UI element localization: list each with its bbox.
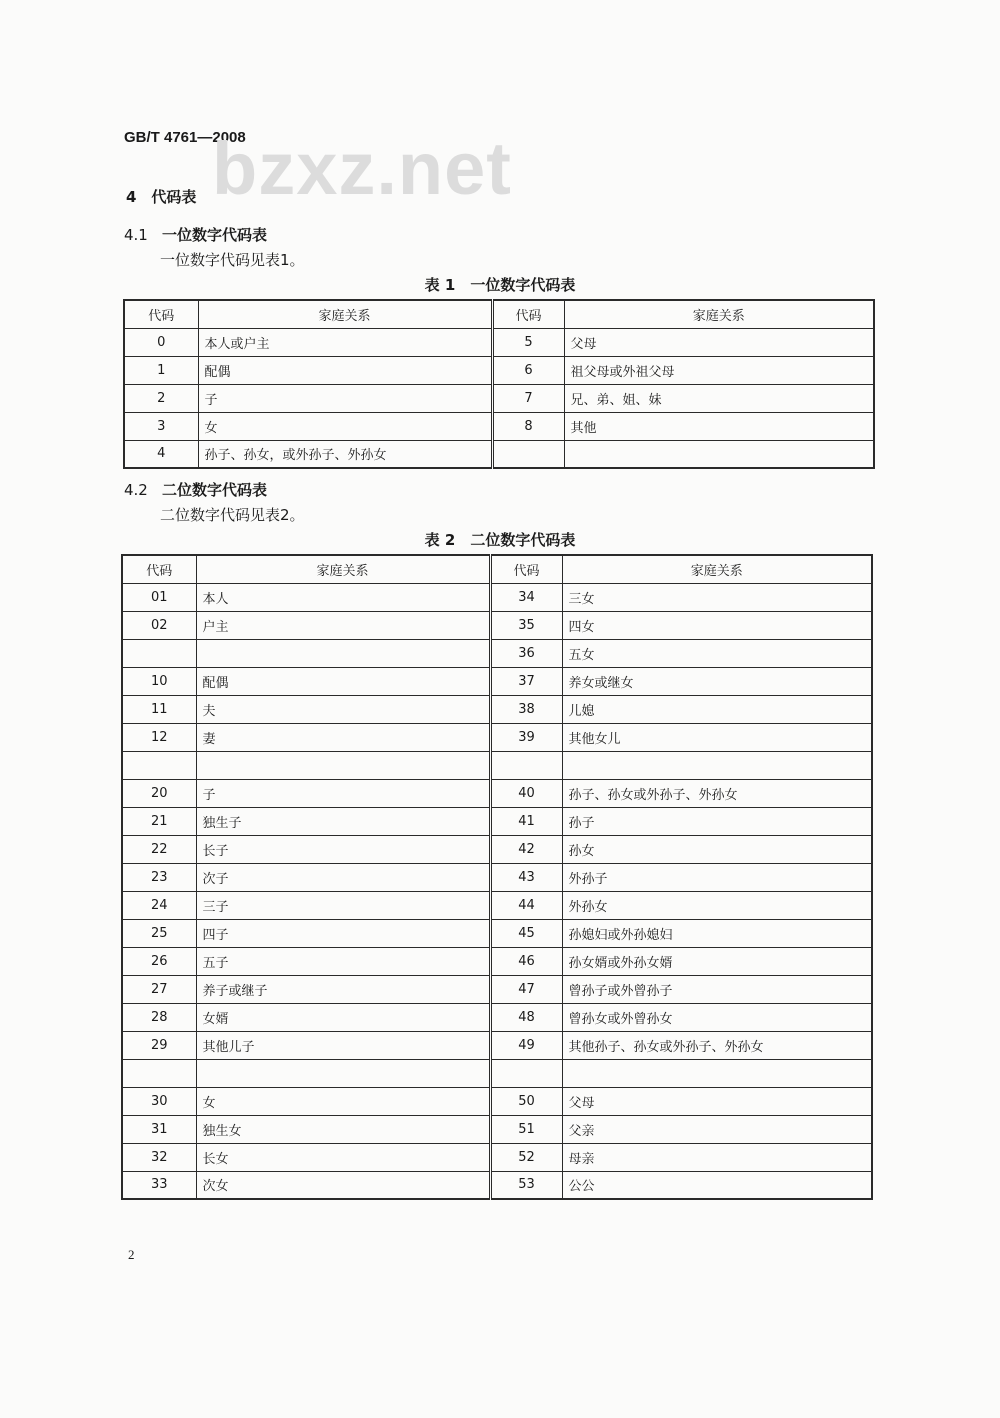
table-row: [122, 919, 872, 947]
relation-cell: 孙女婿或外孙女婿: [562, 947, 872, 975]
code-cell: 21: [122, 807, 196, 835]
table-header-row: [122, 555, 872, 583]
code-cell: 22: [122, 835, 196, 863]
relation-cell: 其他女儿: [562, 723, 872, 751]
code-cell: 51: [490, 1115, 562, 1143]
table-row: [122, 611, 872, 639]
relation-cell: 妻: [196, 723, 490, 751]
code-cell: 27: [122, 975, 196, 1003]
code-cell: 43: [490, 863, 562, 891]
code-cell: 48: [490, 1003, 562, 1031]
relation-cell: 养女或继女: [562, 667, 872, 695]
header-code: 代码: [490, 555, 562, 583]
relation-cell: 父亲: [562, 1115, 872, 1143]
code-cell: 37: [490, 667, 562, 695]
code-cell: 39: [490, 723, 562, 751]
relation-cell: 配偶: [196, 667, 490, 695]
section-4-1-paragraph: 一位数字代码见表1。: [160, 251, 305, 269]
relation-cell: 父母: [562, 1087, 872, 1115]
relation-cell: 长子: [196, 835, 490, 863]
code-cell: 38: [490, 695, 562, 723]
code-cell: 46: [490, 947, 562, 975]
code-cell: 24: [122, 891, 196, 919]
code-cell: 47: [490, 975, 562, 1003]
code-cell: 02: [122, 611, 196, 639]
table-row: [122, 835, 872, 863]
relation-cell: 女婿: [196, 1003, 490, 1031]
table-1-caption: 表 1 一位数字代码表: [424, 276, 576, 294]
relation-cell: 夫: [196, 695, 490, 723]
table-2: [121, 554, 873, 1200]
relation-cell: 配偶: [198, 356, 492, 384]
code-cell: 8: [492, 412, 564, 440]
code-cell: 0: [124, 328, 198, 356]
relation-cell: 四女: [562, 611, 872, 639]
relation-cell: 子: [196, 779, 490, 807]
code-cell: 20: [122, 779, 196, 807]
relation-cell: 本人: [196, 583, 490, 611]
section-4-heading: 4 代码表: [126, 188, 197, 206]
code-cell: 33: [122, 1171, 196, 1199]
relation-cell: 孙媳妇或外孙媳妇: [562, 919, 872, 947]
code-cell: [122, 1059, 196, 1087]
table-row: [122, 1171, 872, 1199]
code-cell: 35: [490, 611, 562, 639]
code-cell: 25: [122, 919, 196, 947]
relation-cell: 儿媳: [562, 695, 872, 723]
standard-code: GB/T 4761—2008: [124, 129, 246, 146]
table-row: [122, 807, 872, 835]
relation-cell: 长女: [196, 1143, 490, 1171]
relation-cell: 孙子、孙女，或外孙子、外孙女: [198, 440, 492, 468]
table-row: [124, 412, 874, 440]
relation-cell: 母亲: [562, 1143, 872, 1171]
code-cell: 45: [490, 919, 562, 947]
section-4-2-number: 4.2: [124, 481, 148, 499]
code-cell: [122, 639, 196, 667]
code-cell: 01: [122, 583, 196, 611]
table-row: [122, 1115, 872, 1143]
relation-cell: 三女: [562, 583, 872, 611]
table-row: [122, 751, 872, 779]
code-cell: [490, 1059, 562, 1087]
table-row: [122, 891, 872, 919]
code-cell: 50: [490, 1087, 562, 1115]
relation-cell: [562, 1059, 872, 1087]
section-4-2-paragraph: 二位数字代码见表2。: [160, 506, 305, 524]
relation-cell: 养子或继子: [196, 975, 490, 1003]
code-cell: 29: [122, 1031, 196, 1059]
relation-cell: [562, 751, 872, 779]
relation-cell: 孙子、孙女或外孙子、外孙女: [562, 779, 872, 807]
code-cell: 1: [124, 356, 198, 384]
code-cell: 44: [490, 891, 562, 919]
relation-cell: 女: [196, 1087, 490, 1115]
code-cell: 40: [490, 779, 562, 807]
code-cell: 32: [122, 1143, 196, 1171]
relation-cell: [196, 751, 490, 779]
relation-cell: [564, 440, 874, 468]
table-1: [123, 299, 875, 469]
section-4-1-title: 一位数字代码表: [162, 226, 268, 244]
relation-cell: 父母: [564, 328, 874, 356]
relation-cell: 公公: [562, 1171, 872, 1199]
code-cell: 26: [122, 947, 196, 975]
relation-cell: 独生子: [196, 807, 490, 835]
relation-cell: 其他孙子、孙女或外孙子、外孙女: [562, 1031, 872, 1059]
relation-cell: 孙女: [562, 835, 872, 863]
table-row: [122, 1059, 872, 1087]
code-cell: 31: [122, 1115, 196, 1143]
table-row: [124, 356, 874, 384]
relation-cell: 兄、弟、姐、妹: [564, 384, 874, 412]
table-row: [122, 695, 872, 723]
header-code: 代码: [124, 300, 198, 328]
relation-cell: 其他: [564, 412, 874, 440]
table-header-row: [124, 300, 874, 328]
code-cell: 34: [490, 583, 562, 611]
table-row: [122, 639, 872, 667]
page-number: 2: [128, 1247, 135, 1262]
table-row: [122, 947, 872, 975]
relation-cell: 五女: [562, 639, 872, 667]
table-row: [122, 863, 872, 891]
code-cell: 4: [124, 440, 198, 468]
code-cell: 42: [490, 835, 562, 863]
header-relation: 家庭关系: [564, 300, 874, 328]
code-cell: [490, 751, 562, 779]
code-cell: 36: [490, 639, 562, 667]
header-code: 代码: [122, 555, 196, 583]
header-relation: 家庭关系: [196, 555, 490, 583]
relation-cell: 曾孙子或外曾孙子: [562, 975, 872, 1003]
relation-cell: [196, 1059, 490, 1087]
section-4-2-heading: [124, 479, 267, 500]
table-row: [122, 667, 872, 695]
table-2-caption: 表 2 二位数字代码表: [424, 531, 576, 549]
relation-cell: 独生女: [196, 1115, 490, 1143]
section-4-1-heading: [124, 224, 267, 245]
table-row: [122, 1143, 872, 1171]
code-cell: 3: [124, 412, 198, 440]
relation-cell: [196, 639, 490, 667]
relation-cell: 户主: [196, 611, 490, 639]
code-cell: [122, 751, 196, 779]
table-row: [124, 384, 874, 412]
code-cell: 11: [122, 695, 196, 723]
header-code: 代码: [492, 300, 564, 328]
relation-cell: 孙子: [562, 807, 872, 835]
code-cell: 10: [122, 667, 196, 695]
code-cell: [492, 440, 564, 468]
code-cell: 12: [122, 723, 196, 751]
relation-cell: 曾孙女或外曾孙女: [562, 1003, 872, 1031]
code-cell: 41: [490, 807, 562, 835]
code-cell: 7: [492, 384, 564, 412]
relation-cell: 子: [198, 384, 492, 412]
relation-cell: 四子: [196, 919, 490, 947]
section-4-2-title: 二位数字代码表: [162, 481, 268, 499]
code-cell: 30: [122, 1087, 196, 1115]
table-row: [124, 328, 874, 356]
code-cell: 23: [122, 863, 196, 891]
watermark-logo: bzxz.net: [212, 127, 512, 210]
table-row: [122, 723, 872, 751]
relation-cell: 五子: [196, 947, 490, 975]
table-row: [122, 583, 872, 611]
code-cell: 5: [492, 328, 564, 356]
relation-cell: 外孙女: [562, 891, 872, 919]
code-cell: 53: [490, 1171, 562, 1199]
relation-cell: 次女: [196, 1171, 490, 1199]
section-4-1-number: 4.1: [124, 226, 148, 244]
table-row: [122, 779, 872, 807]
relation-cell: 其他儿子: [196, 1031, 490, 1059]
table-row: [122, 1003, 872, 1031]
table-row: [124, 440, 874, 468]
relation-cell: 女: [198, 412, 492, 440]
code-cell: 28: [122, 1003, 196, 1031]
relation-cell: 本人或户主: [198, 328, 492, 356]
table-row: [122, 1031, 872, 1059]
code-cell: 52: [490, 1143, 562, 1171]
relation-cell: 祖父母或外祖父母: [564, 356, 874, 384]
table-row: [122, 975, 872, 1003]
code-cell: 6: [492, 356, 564, 384]
code-cell: 2: [124, 384, 198, 412]
relation-cell: 三子: [196, 891, 490, 919]
relation-cell: 次子: [196, 863, 490, 891]
relation-cell: 外孙子: [562, 863, 872, 891]
header-relation: 家庭关系: [562, 555, 872, 583]
header-relation: 家庭关系: [198, 300, 492, 328]
table-row: [122, 1087, 872, 1115]
code-cell: 49: [490, 1031, 562, 1059]
